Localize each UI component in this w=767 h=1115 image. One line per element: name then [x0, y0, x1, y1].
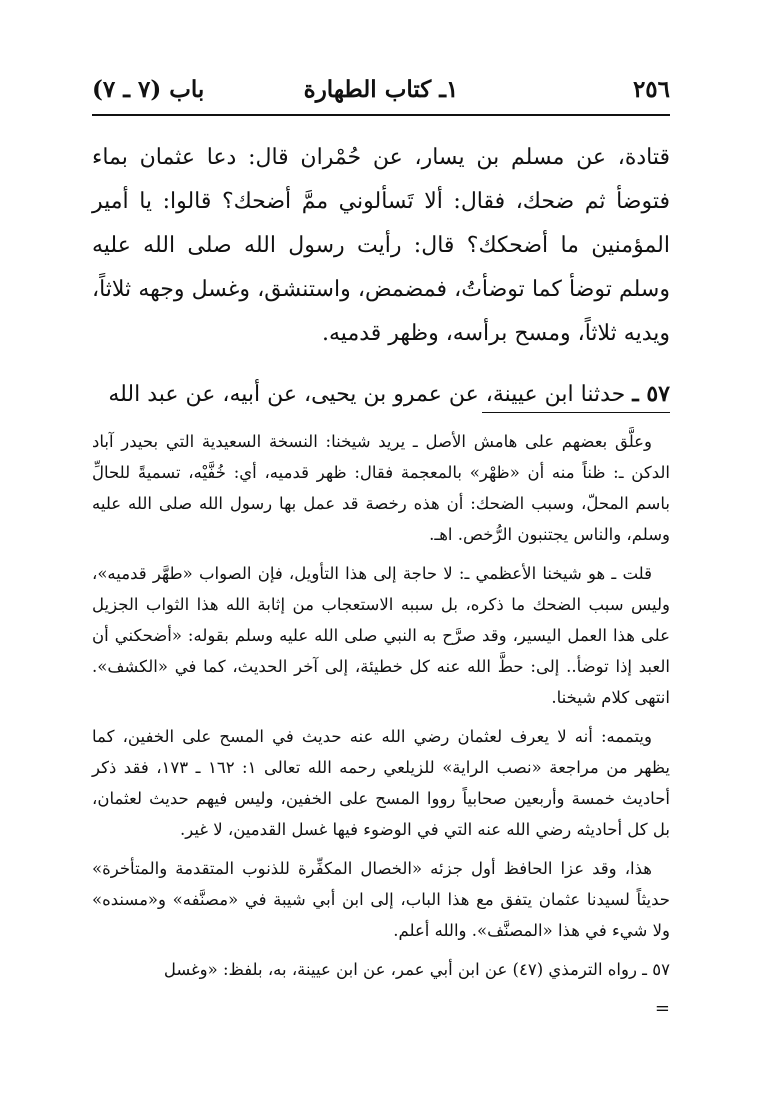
- continuation-mark: =: [654, 998, 670, 1019]
- footnote-paragraph-4: هذا، وقد عزا الحافظ أول جزئه «الخصال المكفِّرة للذنوب المتقدمة والمتأخرة» حديثاً لسيدنا عثمان يتفق مع هذا الباب، إلى ابن أبي شيبة في «مصنَّفه» و«مسنده» ولا شيء في هذا «المصنَّف». والله أعلم.: [92, 859, 670, 940]
- footnote-paragraph-3: ويتممه: أنه لا يعرف لعثمان رضي الله عنه حديث في المسح على الخفين، كما يظهر من مراجعة «نصب الراية» للزيلعي رحمه الله تعالى ١: ١٦٢ ـ ١٧٣، فقد ذكر أحاديث خمسة وأربعين صحابياً رووا المسح على الخفين، وليس فيهم حديث لعثمان، بل كل أحاديثه رضي الله عنه التي في الوضوء فيها غسل القدمين، لا غير.: [92, 727, 670, 839]
- hadith-text: حدثنا ابن عيينة، عن عمرو بن يحيى، عن أبيه، عن عبد الله: [108, 382, 626, 407]
- main-paragraph: قتادة، عن مسلم بن يسار، عن حُمْران قال: دعا عثمان بماء فتوضأ ثم ضحك، فقال: ألا تَسألوني ممَّ أضحك؟ قالوا: يا أمير المؤمنين ما أضحكك؟ قال: رأيت رسول الله صلى الله عليه وسلم توضأ كما توضأتُ، فمضمض، واستنشق، وغسل وجهه ثلاثاً، ويديه ثلاثاً، ومسح برأسه، وظهر قدميه.: [92, 145, 670, 346]
- footnotes: [92, 426, 670, 1024]
- header-rule: [92, 114, 670, 116]
- footnote-paragraph-1: وعلَّق بعضهم على هامش الأصل ـ يريد شيخنا: النسخة السعيدية التي بحيدر آباد الدكن ـ: ظناً منه أن «ظهْر» بالمعجمة فقال: ظهر قدميه، أي: خُفَّيْه، تسميةً للحالِّ باسم المحلّ، وسبب الضحك: أن هذه رخصة قد عمل بها رسول الله صلى الله عليه وسلم، والناس يجتنبون الرُّخص. اهـ.: [92, 432, 670, 544]
- footnote-separator: [482, 412, 670, 413]
- footnote-hadith-57: ٥٧ ـ رواه الترمذي (٤٧) عن ابن أبي عمر، عن ابن عيينة، به، بلفظ: «وغسل: [163, 960, 670, 979]
- page-header: [92, 72, 670, 110]
- main-text: [92, 136, 670, 417]
- hadith-number: ٥٧ ـ: [632, 381, 670, 407]
- page-number: ٢٥٦: [632, 76, 670, 103]
- footnote-paragraph-2: قلت ـ هو شيخنا الأعظمي ـ: لا حاجة إلى هذا التأويل، فإن الصواب «طهَّر قدميه»، وليس سبب الضحك ما ذكره، بل سببه الاستعجاب من إثابة الله هذا الثواب الجزيل على هذا العمل اليسير، وقد صرَّح به النبي صلى الله عليه وسلم بقوله: «أضحكني أن العبد إذا توضأ.. إلى: حطَّ الله عنه كل خطيئة، إلى آخر الحديث، كما في «الكشف». انتهى كلام شيخنا.: [92, 564, 670, 707]
- chapter-label: باب (٧ ـ ٧): [92, 76, 205, 103]
- hadith-line: [92, 372, 670, 417]
- book-title: ١ـ كتاب الطهارة: [303, 76, 459, 103]
